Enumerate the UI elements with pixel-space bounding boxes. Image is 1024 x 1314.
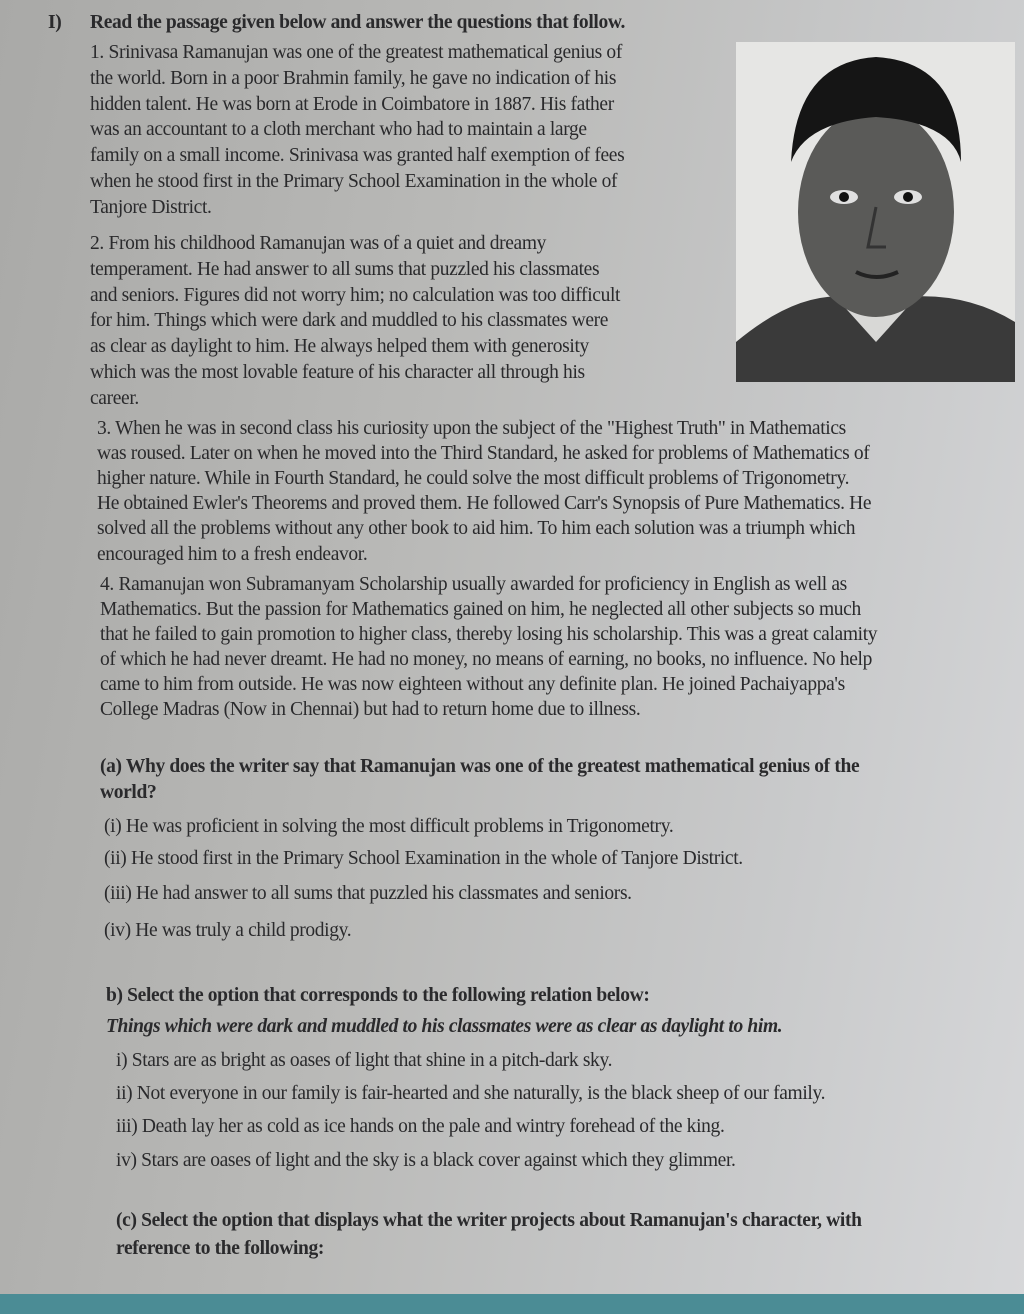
- passage-paragraph-1-line: when he stood first in the Primary School Examination in the whole of: [90, 171, 618, 192]
- question-a-text: (a) Why does the writer say that Ramanujan was one of the greatest mathematical genius of the: [100, 756, 860, 777]
- passage-paragraph-4-line: came to him from outside. He was now eighteen without any definite plan. He joined Pachaiyappa's: [100, 674, 845, 695]
- passage-paragraph-1-line: the world. Born in a poor Brahmin family, he gave no indication of his: [90, 67, 617, 89]
- question-b-title: b) Select the option that corresponds to the following relation below:: [106, 985, 650, 1006]
- question-a-option: (iv) He was truly a child prodigy.: [104, 920, 352, 941]
- passage-paragraph-4-line: of which he had never dreamt. He had no money, no means of earning, no books, no influence. No help: [100, 649, 873, 670]
- passage-paragraph-1-line: hidden talent. He was born at Erode in Coimbatore in 1887. His father: [90, 93, 614, 115]
- passage-paragraph-3-line: 3. When he was in second class his curiosity upon the subject of the "Highest Truth" in Mathematics: [97, 418, 846, 439]
- bottom-strip: [0, 1294, 1024, 1314]
- passage-paragraph-4-line: 4. Ramanujan won Subramanyam Scholarship usually awarded for proficiency in English as well as: [100, 574, 847, 595]
- question-a-option: (i) He was proficient in solving the most difficult problems in Trigonometry.: [104, 816, 674, 837]
- passage-paragraph-3-line: higher nature. While in Fourth Standard, he could solve the most difficult problems of Trigonometry.: [97, 468, 850, 490]
- ramanujan-portrait: [736, 42, 1015, 382]
- question-c-text: reference to the following:: [116, 1238, 325, 1259]
- passage-paragraph-4-line: College Madras (Now in Chennai) but had to return home due to illness.: [100, 699, 641, 720]
- passage-paragraph-2-line: 2. From his childhood Ramanujan was of a quiet and dreamy: [90, 233, 547, 254]
- passage-paragraph-2-line: as clear as daylight to him. He always helped them with generosity: [90, 336, 589, 358]
- passage-paragraph-2-line: and seniors. Figures did not worry him; no calculation was too difficult: [90, 284, 621, 306]
- question-a-text: world?: [100, 782, 157, 803]
- question-number: I): [48, 12, 62, 33]
- question-b-option: ii) Not everyone in our family is fair-hearted and she naturally, is the black sheep of our family.: [116, 1083, 826, 1104]
- passage-paragraph-2-line: for him. Things which were dark and muddled to his classmates were: [90, 310, 609, 332]
- question-b-option: iv) Stars are oases of light and the sky is a black cover against which they glimmer.: [116, 1150, 736, 1171]
- passage-paragraph-2-line: temperament. He had answer to all sums that puzzled his classmates: [90, 258, 600, 280]
- question-b-quote: Things which were dark and muddled to his classmates were as clear as daylight to him.: [106, 1016, 783, 1037]
- passage-paragraph-2-line: career.: [90, 387, 139, 409]
- passage-paragraph-4-line: that he failed to gain promotion to higher class, thereby losing his scholarship. This was a great calamity: [100, 624, 878, 645]
- passage-paragraph-3-line: He obtained Ewler's Theorems and proved them. He followed Carr's Synopsis of Pure Mathematics. He: [97, 493, 872, 515]
- passage-paragraph-2-line: which was the most lovable feature of his character all through his: [90, 362, 585, 383]
- passage-paragraph-3-line: solved all the problems without any other book to aid him. To him each solution was a triumph which: [97, 518, 856, 540]
- passage-paragraph-3-line: encouraged him to a fresh endeavor.: [97, 543, 368, 565]
- passage-paragraph-1-line: family on a small income. Srinivasa was granted half exemption of fees: [90, 145, 625, 167]
- passage-paragraph-1-line: Tanjore District.: [90, 196, 212, 218]
- instructions-heading: Read the passage given below and answer the questions that follow.: [90, 12, 626, 33]
- passage-paragraph-4-line: Mathematics. But the passion for Mathematics gained on him, he neglected all other subjects so much: [100, 599, 861, 620]
- question-c-text: (c) Select the option that displays what the writer projects about Ramanujan's character, with: [116, 1210, 862, 1231]
- passage-paragraph-3-line: was roused. Later on when he moved into the Third Standard, he asked for problems of Mathematics of: [97, 443, 870, 465]
- question-b-option: i) Stars are as bright as oases of light that shine in a pitch-dark sky.: [116, 1050, 613, 1071]
- question-a-option: (iii) He had answer to all sums that puzzled his classmates and seniors.: [104, 883, 632, 904]
- passage-paragraph-1-line: 1. Srinivasa Ramanujan was one of the greatest mathematical genius of: [90, 42, 622, 63]
- passage-paragraph-1-line: was an accountant to a cloth merchant who had to maintain a large: [90, 119, 587, 141]
- question-a-option: (ii) He stood first in the Primary School Examination in the whole of Tanjore District.: [104, 848, 743, 869]
- question-b-option: iii) Death lay her as cold as ice hands on the pale and wintry forehead of the king.: [116, 1116, 725, 1137]
